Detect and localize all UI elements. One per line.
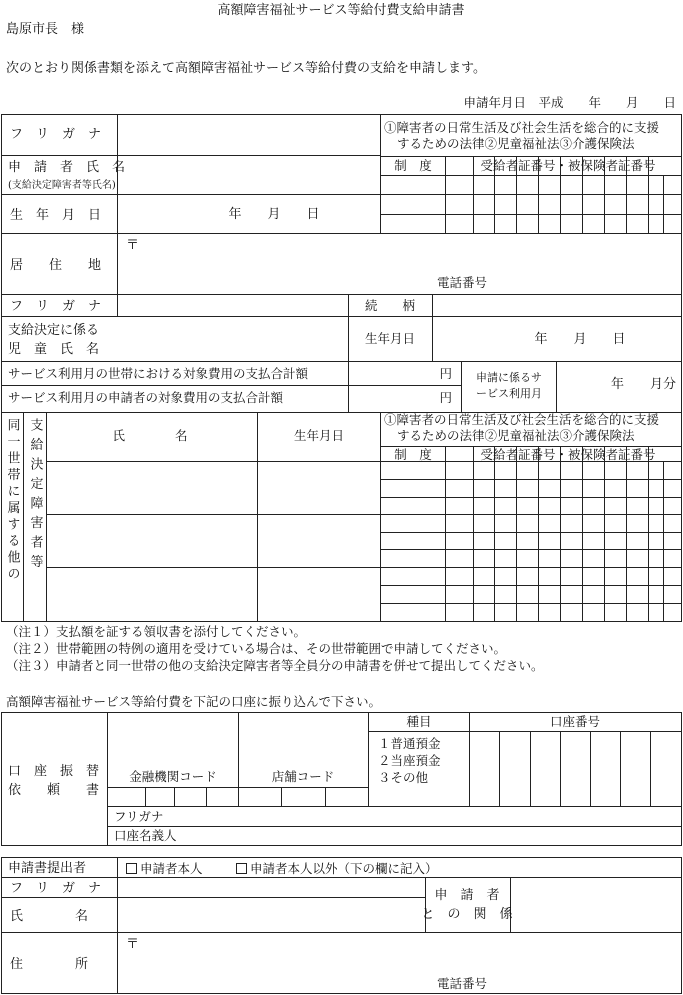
bank-intro: 高額障害福祉サービス等給付費を下記の口座に振り込んで下さい。 xyxy=(6,694,382,709)
household-side-label-1: 同一世帯に属する他の xyxy=(4,418,20,583)
birthdate-label: 生 年 月 日 xyxy=(10,208,102,223)
branch-code-label: 店舗コード xyxy=(271,769,335,784)
household-law-note-2: するための法律②児童福祉法③介護保険法 xyxy=(397,428,635,443)
applicant-name-label: 申 請 者 氏 名 xyxy=(8,160,126,175)
applicant-table xyxy=(2,115,682,413)
account-type-header: 種目 xyxy=(406,714,432,729)
birthdate-column-header: 生年月日 xyxy=(293,428,345,443)
household-yen: 円 xyxy=(439,366,452,381)
submitter-postal-mark: 〒 xyxy=(126,937,140,952)
birthdate-value: 年 月 日 xyxy=(228,207,320,222)
name-column-header: 氏 名 xyxy=(112,428,188,443)
household-law-note-1: ①障害者の日常生活及び社会生活を総合的に支援 xyxy=(384,412,660,427)
account-number-grid xyxy=(500,732,651,807)
note-3: （注３）申請者と同一世帯の他の支給決定障害者等全員分の申請書を併せて提出してください。 xyxy=(6,658,544,673)
relationship-label-2: と の 関 係 xyxy=(421,907,513,922)
account-type-option-3: ３その他 xyxy=(378,770,429,785)
form-title: 高額障害福祉サービス等給付費支給申請書 xyxy=(217,3,465,18)
service-month-label-2: ービス利用月 xyxy=(476,387,542,400)
applicant-name-sublabel: (支給決定障害者等氏名) xyxy=(8,180,116,191)
household-system-header: 制 度 xyxy=(394,447,432,462)
transfer-request-label-2: 依 頼 書 xyxy=(8,783,100,798)
applicant-yen: 円 xyxy=(439,390,452,405)
note-2: （注２）世帯範囲の特例の適用を受けている場合は、その世帯範囲で申請してください。 xyxy=(6,641,507,656)
phone-label: 電話番号 xyxy=(437,275,488,290)
address-label: 居 住 地 xyxy=(10,258,102,273)
bank-transfer-table xyxy=(2,713,682,846)
submitter-label: 申請書提出者 xyxy=(8,861,87,876)
submitter-phone-label: 電話番号 xyxy=(437,976,488,991)
option-self-label: 申請者本人 xyxy=(140,861,203,876)
submitter-address-label: 住 所 xyxy=(10,957,89,972)
relationship-label: 続 柄 xyxy=(364,298,416,313)
furigana-label: フ リ ガ ナ xyxy=(10,127,102,142)
household-total-label: サービス利用月の世帯における対象費用の支払合計額 xyxy=(8,366,309,381)
notes xyxy=(6,624,544,673)
option-other-label: 申請者本人以外（下の欄に記入） xyxy=(250,861,438,876)
child-birthdate-value: 年 月 日 xyxy=(534,332,626,347)
account-number-header: 口座番号 xyxy=(549,714,601,729)
household-insurer-header: 受給者証番号・被保険者証番号 xyxy=(480,447,656,462)
account-type-option-1: １普通預金 xyxy=(378,736,441,751)
applicant-total-label: サービス利用月の申請者の対象費用の支払合計額 xyxy=(8,390,284,405)
child-furigana-label: フ リ ガ ナ xyxy=(10,299,102,314)
system-header: 制 度 xyxy=(394,158,432,173)
account-type-option-2: ２当座預金 xyxy=(378,753,441,768)
service-month-label-1: 申請に係るサ xyxy=(476,371,542,384)
insurer-number-header: 受給者証番号・被保険者証番号 xyxy=(480,158,656,173)
insurer-number-grid-household xyxy=(474,447,664,622)
checkbox-other[interactable] xyxy=(237,864,247,874)
application-date: 申請年月日 平成 年 月 日 xyxy=(463,95,676,110)
submitter-name-label: 氏 名 xyxy=(10,909,89,924)
bank-code-label: 金融機関コード xyxy=(129,769,217,784)
child-name-label-1: 支給決定に係る xyxy=(8,323,100,338)
submitter-table xyxy=(2,858,682,994)
intro-text: 次のとおり関係書類を添えて高額障害福祉サービス等給付費の支給を申請します。 xyxy=(6,61,486,76)
transfer-request-label-1: 口 座 振 替 xyxy=(8,764,100,779)
law-note-line-2: するための法律②児童福祉法③介護保険法 xyxy=(397,136,635,151)
child-name-label-2: 児 童 氏 名 xyxy=(8,342,100,357)
account-holder-label: 口座名義人 xyxy=(114,828,177,843)
checkbox-self[interactable] xyxy=(127,864,137,874)
service-month-value: 年 月分 xyxy=(610,377,676,392)
child-birthdate-label: 生年月日 xyxy=(364,331,416,346)
submitter-furigana-label: フ リ ガ ナ xyxy=(10,881,102,896)
postal-mark: 〒 xyxy=(126,238,140,253)
note-1: （注１）支払額を証する領収書を添付してください。 xyxy=(6,624,307,639)
account-furigana-label: フリガナ xyxy=(114,809,164,824)
law-note-line-1: ①障害者の日常生活及び社会生活を総合的に支援 xyxy=(384,120,660,135)
relationship-label-1: 申 請 者 xyxy=(434,888,500,903)
household-table xyxy=(2,412,682,622)
household-side-label-2: 支給決定障害者等 xyxy=(27,418,43,574)
addressee: 島原市長 様 xyxy=(6,22,85,37)
